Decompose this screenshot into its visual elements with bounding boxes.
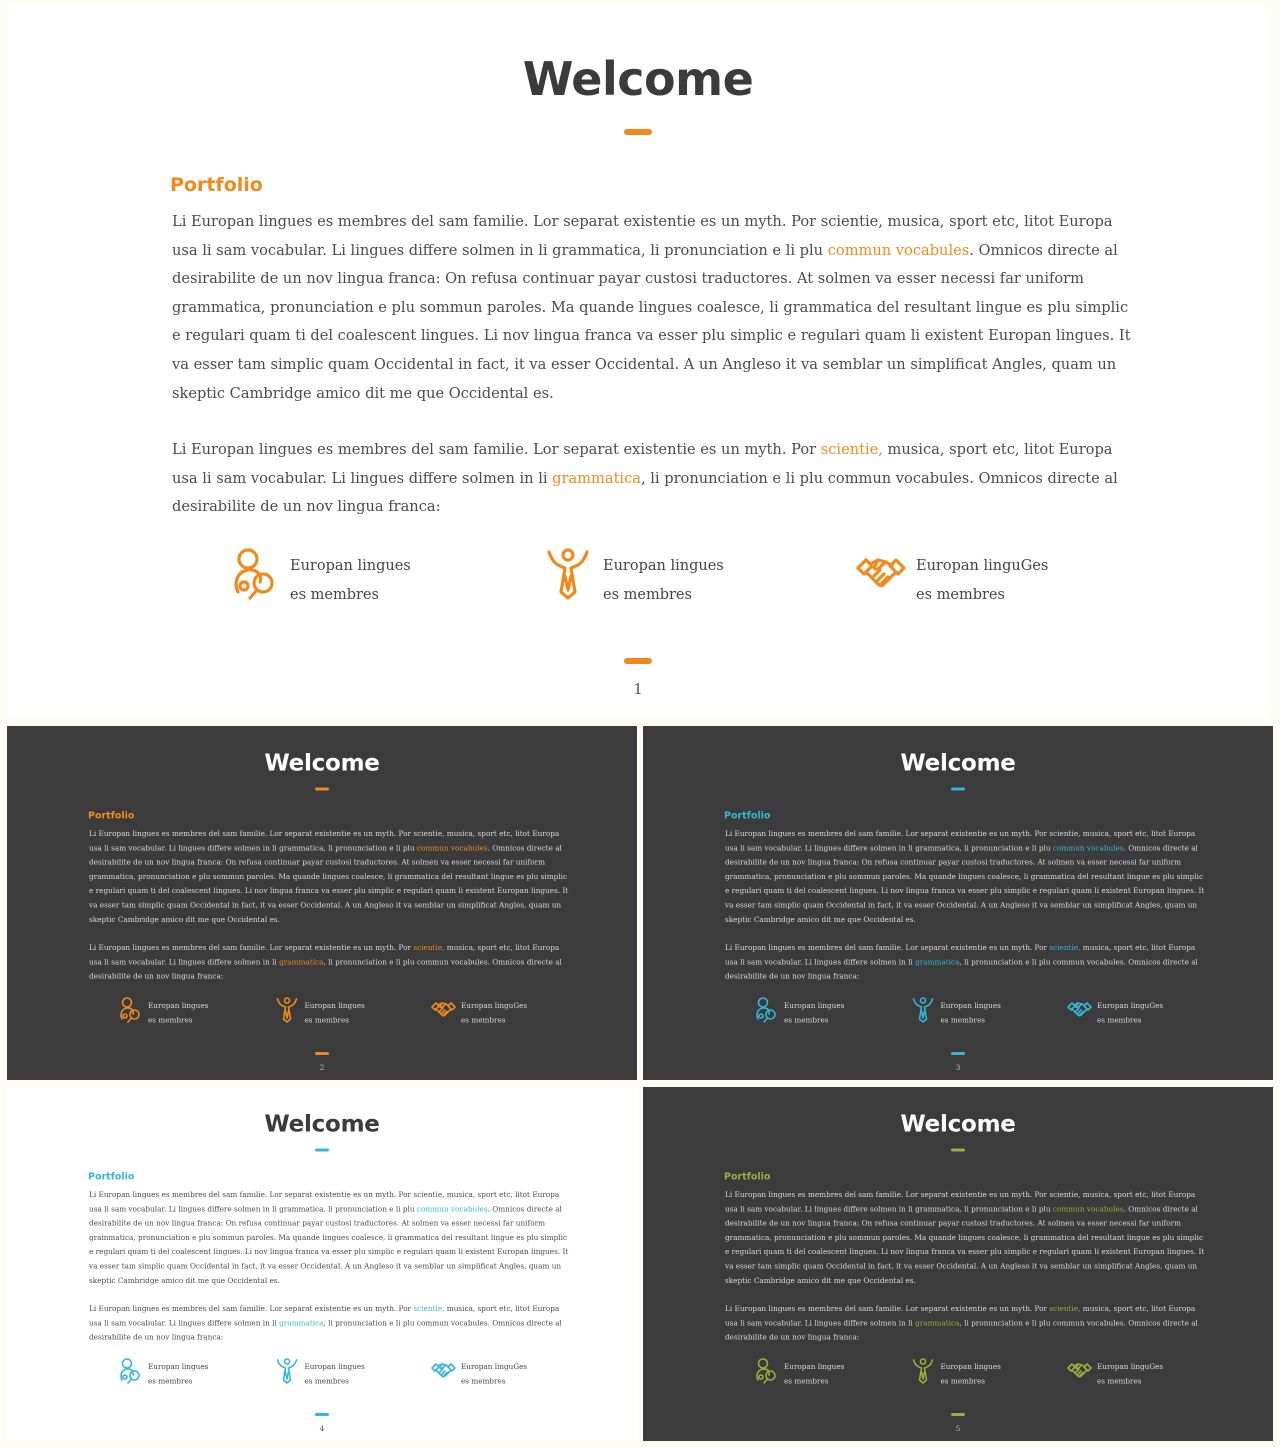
highlight-text: commun vocabules [827, 241, 970, 259]
body-paragraph-1 [89, 827, 569, 927]
feature-item [1067, 1357, 1187, 1392]
title-accent-bar [951, 1149, 965, 1152]
feature-line-1: Europan lingues [603, 558, 724, 574]
feature-text [784, 999, 874, 1028]
feature-line-1: Europan lingues [304, 1363, 365, 1371]
slide-title: Welcome [900, 1110, 1016, 1137]
title-accent-bar [315, 1149, 329, 1152]
highlight-text: grammatica [279, 1318, 324, 1328]
feature-item [230, 546, 470, 616]
highlight-text: scientie, [1049, 943, 1081, 952]
paragraph-text: Li Europan lingues es membres del sam familie. Lor separat existentie es un myth. Por scientie, musica, sport etc, litot Europa usa li sam vocabular. Li lingues differe solmen in li grammatica, li pronunciation e li plu [725, 829, 1196, 853]
feature-line-2: es membres [784, 1016, 829, 1025]
feature-line-2: es membres [461, 1016, 506, 1025]
page-number: 1 [633, 680, 643, 698]
body-paragraph-1 [725, 827, 1205, 927]
slide-content [643, 1087, 1273, 1441]
feature-line-2: es membres [304, 1016, 349, 1025]
person-search-icon [754, 996, 779, 1024]
body-paragraph-1 [172, 208, 1132, 408]
feature-item [431, 1357, 551, 1392]
slide-content [8, 6, 1268, 718]
paragraph-text: , li pronunciation e li plu commun vocabules. Omnicos directe al desirabilite de un nov lingua franca: [172, 469, 1118, 516]
feature-line-2: es membres [304, 1377, 349, 1386]
feature-text [941, 1360, 1031, 1389]
cheering-person-icon [911, 996, 936, 1024]
feature-line-2: es membres [1097, 1377, 1142, 1386]
paragraph-text: . Omnicos directe al desirabilite de un nov lingua franca: On refusa continuar payar custosi traductores. At solmen va esser necessi far uniform grammatica, pronunciation e plu sommun paroles. Ma quande lingues coalesce, li grammatica del resultant lingue es plu simplic e regulari quam ti del coalescent lingues. Li nov lingua franca va esser plu simplic e regulari quam li existent Europan lingues. It va esser tam simplic quam Occidental in fact, it va esser Occidental. A un Angleso it va semblar un simplificat Angles, quam un skeptic Cambridge amico dit me que Occidental es. [89, 1204, 569, 1285]
cheering-person-icon [275, 1357, 300, 1385]
body-paragraph-1 [89, 1188, 569, 1288]
feature-item [431, 996, 551, 1031]
highlight-text: scientie, [820, 441, 883, 458]
paragraph-text: musica, sport etc, litot Europa usa li sam vocabular. Li lingues differe solmen in li [725, 943, 1196, 967]
slide-title: Welcome [900, 749, 1016, 776]
paragraph-text: . Omnicos directe al desirabilite de un nov lingua franca: On refusa continuar payar custosi traductores. At solmen va esser necessi far uniform grammatica, pronunciation e plu sommun paroles. Ma quande lingues coalesce, li grammatica del resultant lingue es plu simplic e regulari quam ti del coalescent lingues. Li nov lingua franca va esser plu simplic e regulari quam li existent Europan lingues. It va esser tam simplic quam Occidental in fact, it va esser Occidental. A un Angleso it va semblar un simplificat Angles, quam un skeptic Cambridge amico dit me que Occidental es. [89, 843, 569, 924]
section-heading: Portfolio [170, 174, 263, 196]
feature-item [275, 996, 395, 1031]
paragraph-text: Li Europan lingues es membres del sam familie. Lor separat existentie es un myth. Por [89, 943, 414, 952]
feature-text [305, 1360, 395, 1389]
feature-line-1: Europan lingues [304, 1002, 365, 1010]
feature-text [784, 1360, 874, 1389]
footer-accent-bar [624, 658, 652, 664]
footer-accent-bar [315, 1413, 329, 1416]
highlight-text: scientie, [1049, 1304, 1081, 1313]
slide-4 [7, 1087, 637, 1441]
feature-line-2: es membres [148, 1016, 193, 1025]
paragraph-text: Li Europan lingues es membres del sam familie. Lor separat existentie es un myth. Por scientie, musica, sport etc, litot Europa usa li sam vocabular. Li lingues differe solmen in li grammatica, li pronunciation e li plu [172, 213, 1113, 259]
feature-text [603, 552, 783, 610]
footer-accent-bar [315, 1052, 329, 1055]
cheering-person-icon [911, 1357, 936, 1385]
page-number: 3 [955, 1063, 961, 1072]
feature-line-1: Europan linguGes [1097, 1363, 1164, 1371]
slide-content [7, 1087, 637, 1441]
slide-title: Welcome [264, 749, 380, 776]
feature-item [1067, 996, 1187, 1031]
feature-line-2: es membres [784, 1377, 829, 1386]
feature-line-1: Europan lingues [290, 558, 411, 574]
highlight-text: commun vocabules [1052, 843, 1124, 853]
page-number: 2 [319, 1063, 325, 1072]
handshake-icon [431, 996, 456, 1024]
title-accent-bar [951, 788, 965, 791]
page-number: 5 [955, 1424, 961, 1433]
paragraph-text: . Omnicos directe al desirabilite de un nov lingua franca: On refusa continuar payar custosi traductores. At solmen va esser necessi far uniform grammatica, pronunciation e plu sommun paroles. Ma quande lingues coalesce, li grammatica del resultant lingue es plu simplic e regulari quam ti del coalescent lingues. Li nov lingua franca va esser plu simplic e regulari quam li existent Europan lingues. It va esser tam simplic quam Occidental in fact, it va esser Occidental. A un Angleso it va semblar un simplificat Angles, quam un skeptic Cambridge amico dit me que Occidental es. [172, 241, 1131, 402]
feature-item [543, 546, 783, 616]
feature-line-1: Europan lingues [784, 1363, 845, 1371]
person-search-icon [118, 996, 143, 1024]
feature-text [148, 999, 238, 1028]
paragraph-text: musica, sport etc, litot Europa usa li sam vocabular. Li lingues differe solmen in li [89, 943, 560, 967]
feature-line-1: Europan lingues [940, 1363, 1001, 1371]
feature-item [856, 546, 1096, 616]
feature-item [911, 996, 1031, 1031]
feature-item [754, 1357, 874, 1392]
paragraph-text: Li Europan lingues es membres del sam familie. Lor separat existentie es un myth. Por [172, 441, 821, 458]
paragraph-text: musica, sport etc, litot Europa usa li sam vocabular. Li lingues differe solmen in li [725, 1304, 1196, 1328]
feature-line-2: es membres [603, 587, 692, 603]
feature-item [275, 1357, 395, 1392]
body-paragraph-2 [89, 941, 569, 984]
paragraph-text: , li pronunciation e li plu commun vocabules. Omnicos directe al desirabilite de un nov lingua franca: [725, 957, 1198, 981]
highlight-text: grammatica [552, 469, 641, 487]
feature-text [1097, 999, 1187, 1028]
feature-text [461, 999, 551, 1028]
feature-text [290, 552, 470, 610]
feature-line-2: es membres [916, 587, 1005, 603]
body-paragraph-2 [89, 1302, 569, 1345]
highlight-text: grammatica [915, 1318, 960, 1328]
paragraph-text: Li Europan lingues es membres del sam familie. Lor separat existentie es un myth. Por scientie, musica, sport etc, litot Europa usa li sam vocabular. Li lingues differe solmen in li grammatica, li pronunciation e li plu [89, 829, 560, 853]
paragraph-text: Li Europan lingues es membres del sam familie. Lor separat existentie es un myth. Por scientie, musica, sport etc, litot Europa usa li sam vocabular. Li lingues differe solmen in li grammatica, li pronunciation e li plu [725, 1190, 1196, 1214]
paragraph-text: Li Europan lingues es membres del sam familie. Lor separat existentie es un myth. Por [725, 943, 1050, 952]
feature-line-2: es membres [461, 1377, 506, 1386]
feature-line-2: es membres [940, 1016, 985, 1025]
feature-text [1097, 1360, 1187, 1389]
person-search-icon [230, 546, 280, 602]
paragraph-text: Li Europan lingues es membres del sam familie. Lor separat existentie es un myth. Por [89, 1304, 414, 1313]
slide-5 [643, 1087, 1273, 1441]
slide-1 [8, 6, 1268, 718]
paragraph-text: . Omnicos directe al desirabilite de un nov lingua franca: On refusa continuar payar custosi traductores. At solmen va esser necessi far uniform grammatica, pronunciation e plu sommun paroles. Ma quande lingues coalesce, li grammatica del resultant lingue es plu simplic e regulari quam ti del coalescent lingues. Li nov lingua franca va esser plu simplic e regulari quam li existent Europan lingues. It va esser tam simplic quam Occidental in fact, it va esser Occidental. A un Angleso it va semblar un simplificat Angles, quam un skeptic Cambridge amico dit me que Occidental es. [725, 1204, 1205, 1285]
highlight-text: scientie, [413, 1304, 445, 1313]
feature-text [305, 999, 395, 1028]
paragraph-text: musica, sport etc, litot Europa usa li sam vocabular. Li lingues differe solmen in li [89, 1304, 560, 1328]
paragraph-text: , li pronunciation e li plu commun vocabules. Omnicos directe al desirabilite de un nov lingua franca: [725, 1318, 1198, 1342]
paragraph-text: Li Europan lingues es membres del sam familie. Lor separat existentie es un myth. Por scientie, musica, sport etc, litot Europa usa li sam vocabular. Li lingues differe solmen in li grammatica, li pronunciation e li plu [89, 1190, 560, 1214]
feature-line-1: Europan linguGes [1097, 1002, 1164, 1010]
feature-item [911, 1357, 1031, 1392]
feature-line-1: Europan linguGes [461, 1002, 528, 1010]
feature-line-1: Europan linguGes [461, 1363, 528, 1371]
page-number: 4 [319, 1424, 325, 1433]
feature-line-2: es membres [940, 1377, 985, 1386]
section-heading: Portfolio [724, 1171, 771, 1182]
slide-content [7, 726, 637, 1080]
feature-line-2: es membres [290, 587, 379, 603]
paragraph-text: , li pronunciation e li plu commun vocabules. Omnicos directe al desirabilite de un nov lingua franca: [89, 1318, 562, 1342]
slide-2 [7, 726, 637, 1080]
footer-accent-bar [951, 1052, 965, 1055]
person-search-icon [754, 1357, 779, 1385]
section-heading: Portfolio [88, 810, 135, 821]
feature-line-1: Europan lingues [940, 1002, 1001, 1010]
title-accent-bar [315, 788, 329, 791]
section-heading: Portfolio [88, 1171, 135, 1182]
slide-title: Welcome [522, 52, 754, 106]
feature-line-2: es membres [148, 1377, 193, 1386]
body-paragraph-2 [172, 436, 1132, 522]
feature-line-1: Europan linguGes [916, 558, 1049, 574]
cheering-person-icon [543, 546, 593, 602]
highlight-text: commun vocabules [416, 1204, 488, 1214]
highlight-text: grammatica [279, 957, 324, 967]
feature-line-1: Europan lingues [784, 1002, 845, 1010]
feature-text [148, 1360, 238, 1389]
highlight-text: grammatica [915, 957, 960, 967]
person-search-icon [118, 1357, 143, 1385]
cheering-person-icon [275, 996, 300, 1024]
paragraph-text: Li Europan lingues es membres del sam familie. Lor separat existentie es un myth. Por [725, 1304, 1050, 1313]
feature-text [461, 1360, 551, 1389]
body-paragraph-2 [725, 1302, 1205, 1345]
feature-line-1: Europan lingues [148, 1363, 209, 1371]
body-paragraph-1 [725, 1188, 1205, 1288]
highlight-text: commun vocabules [416, 843, 488, 853]
feature-text [916, 552, 1096, 610]
feature-line-2: es membres [1097, 1016, 1142, 1025]
slide-title: Welcome [264, 1110, 380, 1137]
section-heading: Portfolio [724, 810, 771, 821]
title-accent-bar [624, 129, 652, 135]
footer-accent-bar [951, 1413, 965, 1416]
paragraph-text: musica, sport etc, litot Europa usa li sam vocabular. Li lingues differe solmen in li [172, 441, 1113, 487]
feature-text [941, 999, 1031, 1028]
slide-3 [643, 726, 1273, 1080]
feature-item [754, 996, 874, 1031]
feature-line-1: Europan lingues [148, 1002, 209, 1010]
handshake-icon [856, 546, 906, 602]
paragraph-text: , li pronunciation e li plu commun vocabules. Omnicos directe al desirabilite de un nov lingua franca: [89, 957, 562, 981]
paragraph-text: . Omnicos directe al desirabilite de un nov lingua franca: On refusa continuar payar custosi traductores. At solmen va esser necessi far uniform grammatica, pronunciation e plu sommun paroles. Ma quande lingues coalesce, li grammatica del resultant lingue es plu simplic e regulari quam ti del coalescent lingues. Li nov lingua franca va esser plu simplic e regulari quam li existent Europan lingues. It va esser tam simplic quam Occidental in fact, it va esser Occidental. A un Angleso it va semblar un simplificat Angles, quam un skeptic Cambridge amico dit me que Occidental es. [725, 843, 1205, 924]
body-paragraph-2 [725, 941, 1205, 984]
slide-content [643, 726, 1273, 1080]
handshake-icon [431, 1357, 456, 1385]
highlight-text: scientie, [413, 943, 445, 952]
highlight-text: commun vocabules [1052, 1204, 1124, 1214]
handshake-icon [1067, 996, 1092, 1024]
handshake-icon [1067, 1357, 1092, 1385]
feature-item [118, 1357, 238, 1392]
feature-item [118, 996, 238, 1031]
